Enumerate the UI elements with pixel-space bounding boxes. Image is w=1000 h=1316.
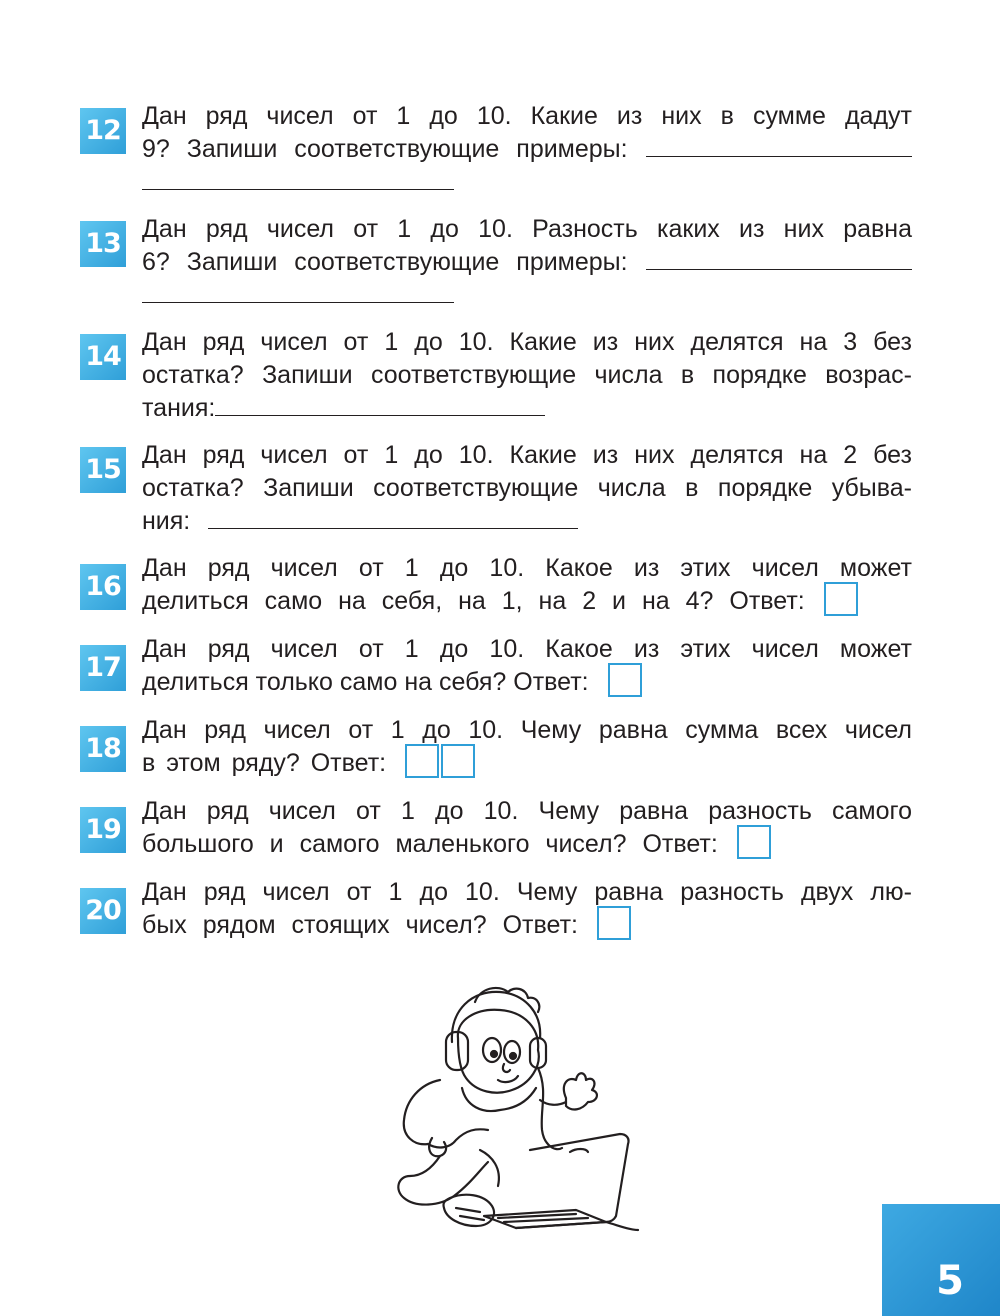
task-number-badge: 13: [80, 221, 126, 267]
task-text-line: Дан ряд чисел от 1 до 10. Какие из них делятся на 2 без: [142, 441, 912, 469]
task-text-line: тания:: [142, 392, 912, 425]
task-text-line: 9? Запиши соответствующие примеры:: [142, 133, 912, 166]
task-text-line: в этом ряду? Ответ:: [142, 747, 912, 780]
answer-box-tens[interactable]: [405, 744, 439, 778]
page-number-block: [882, 1204, 1000, 1316]
answer-box[interactable]: [824, 582, 858, 616]
task-text-line: Дан ряд чисел от 1 до 10. Чему равна сумма всех чисел: [142, 716, 912, 744]
answer-blank[interactable]: [208, 506, 578, 529]
task-text-line: бых рядом стоящих чисел? Ответ:: [142, 909, 912, 942]
task-number-badge: 16: [80, 564, 126, 610]
task-number-badge: 15: [80, 447, 126, 493]
task-number-badge: 14: [80, 334, 126, 380]
task-text-line: большого и самого маленького чисел? Ответ:: [142, 828, 912, 861]
task-number-badge: 17: [80, 645, 126, 691]
task-text-line: остатка? Запиши соответствующие числа в порядке возрас-: [142, 361, 912, 389]
task-text-line: Дан ряд чисел от 1 до 10. Чему равна разность двух лю-: [142, 878, 912, 906]
task-text-line: Дан ряд чисел от 1 до 10. Чему равна разность самого: [142, 797, 912, 825]
task-text-line: Дан ряд чисел от 1 до 10. Какое из этих чисел может: [142, 554, 912, 582]
answer-blank[interactable]: [646, 247, 912, 270]
task-text-line: делиться только само на себя? Ответ:: [142, 666, 912, 699]
answer-blank[interactable]: [215, 393, 545, 416]
answer-blank[interactable]: [142, 167, 454, 190]
answer-blank[interactable]: [142, 280, 454, 303]
answer-box[interactable]: [597, 906, 631, 940]
task-text-line: ния:: [142, 505, 912, 538]
task-text-line: остатка? Запиши соответствующие числа в порядке убыва-: [142, 474, 912, 502]
task-text-line: Дан ряд чисел от 1 до 10. Какие из них в сумме дадут: [142, 102, 912, 130]
task-number-badge: 19: [80, 807, 126, 853]
task-number-badge: 12: [80, 108, 126, 154]
answer-box[interactable]: [737, 825, 771, 859]
page-number: 5: [936, 1258, 964, 1304]
answer-line: [142, 166, 912, 199]
task-text-line: Дан ряд чисел от 1 до 10. Разность каких из них равна: [142, 215, 912, 243]
task-text-line: делиться само на себя, на 1, на 2 и на 4? Ответ:: [142, 585, 912, 618]
boy-with-laptop-illustration: [380, 980, 640, 1240]
task-text-line: Дан ряд чисел от 1 до 10. Какое из этих чисел может: [142, 635, 912, 663]
answer-box-ones[interactable]: [441, 744, 475, 778]
task-number-badge: 18: [80, 726, 126, 772]
answer-blank[interactable]: [646, 134, 912, 157]
task-text-line: 6? Запиши соответствующие примеры:: [142, 246, 912, 279]
task-number-badge: 20: [80, 888, 126, 934]
task-text-line: Дан ряд чисел от 1 до 10. Какие из них делятся на 3 без: [142, 328, 912, 356]
answer-line: [142, 279, 912, 312]
answer-box[interactable]: [608, 663, 642, 697]
